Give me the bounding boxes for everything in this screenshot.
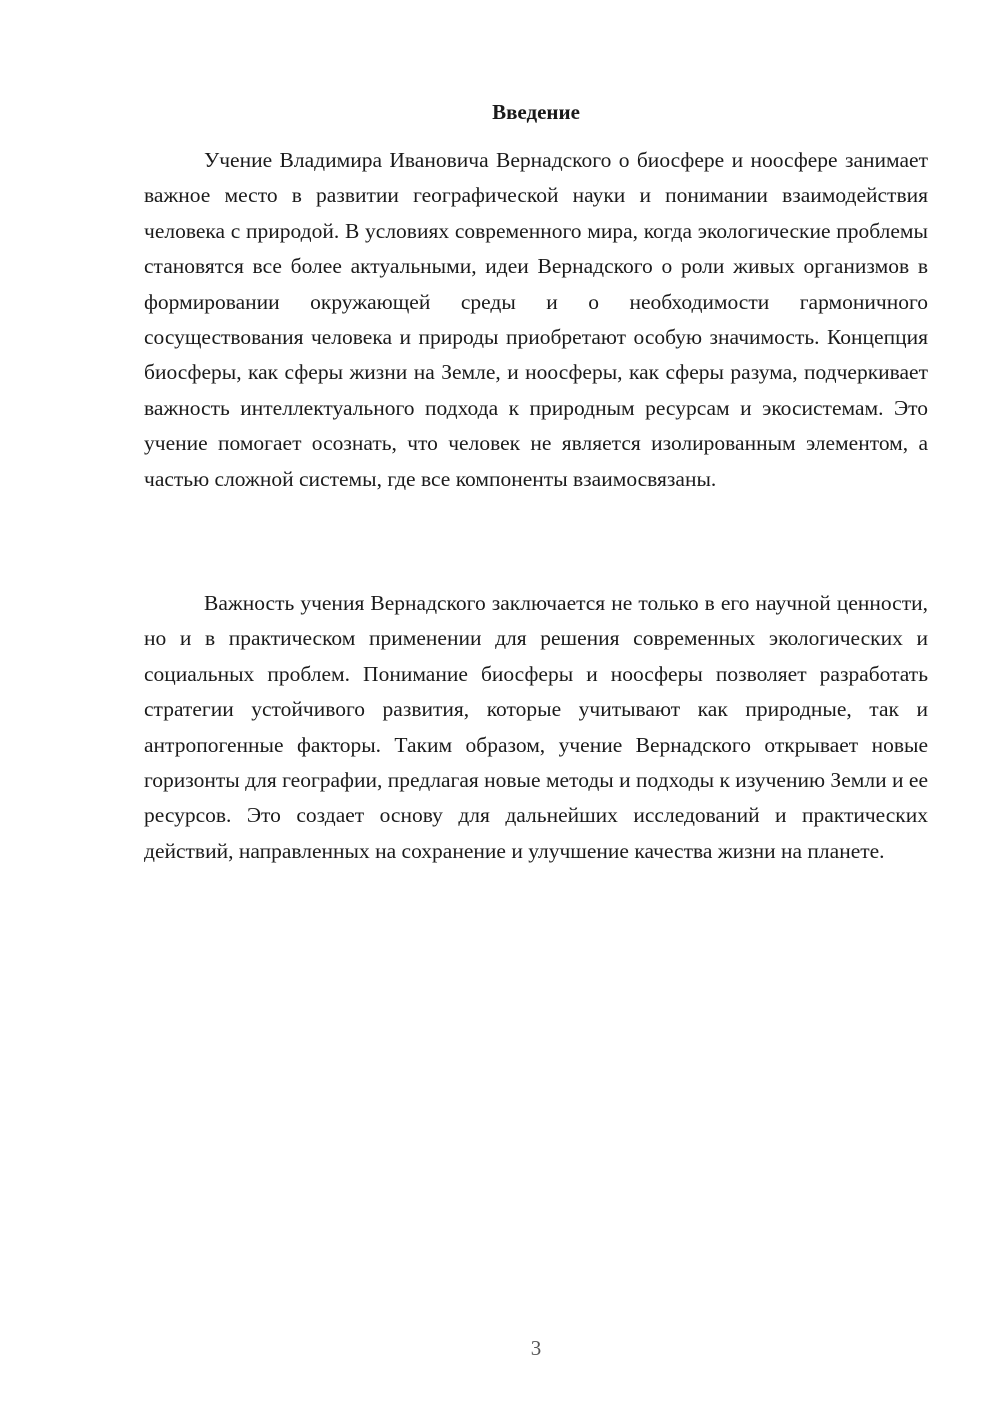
page-title: Введение (492, 100, 580, 124)
paragraph-1: Учение Владимира Ивановича Вернадского о биосфере и ноосфере занимает важное место в развитии географической науки и понимании взаимодействия человека с природой. В условиях современного мира, когда экологические проблемы становятся все более актуальными, идеи Вернадского о роли живых организмов в формировании окружающей среды и о необходимости гармоничного сосуществования человека и природы приобретают особую значимость. Концепция биосферы, как сферы жизни на Земле, и ноосферы, как сферы разума, подчеркивает важность интеллектуального подхода к природным ресурсам и экосистемам. Это учение помогает осознать, что человек не является изолированным элементом, а частью сложной системы, где все компоненты взаимосвязаны. (144, 148, 928, 491)
page-number: 3 (530, 1336, 542, 1360)
paragraph-2: Важность учения Вернадского заключается не только в его научной ценности, но и в практическом применении для решения современных экологических и социальных проблем. Понимание биосферы и ноосферы позволяет разработать стратегии устойчивого развития, которые учитывают как природные, так и антропогенные факторы. Таким образом, учение Вернадского открывает новые горизонты для географии, предлагая новые методы и подходы к изучению Земли и ее ресурсов. Это создает основу для дальнейших исследований и практических действий, направленных на сохранение и улучшение качества жизни на планете. (144, 591, 928, 863)
